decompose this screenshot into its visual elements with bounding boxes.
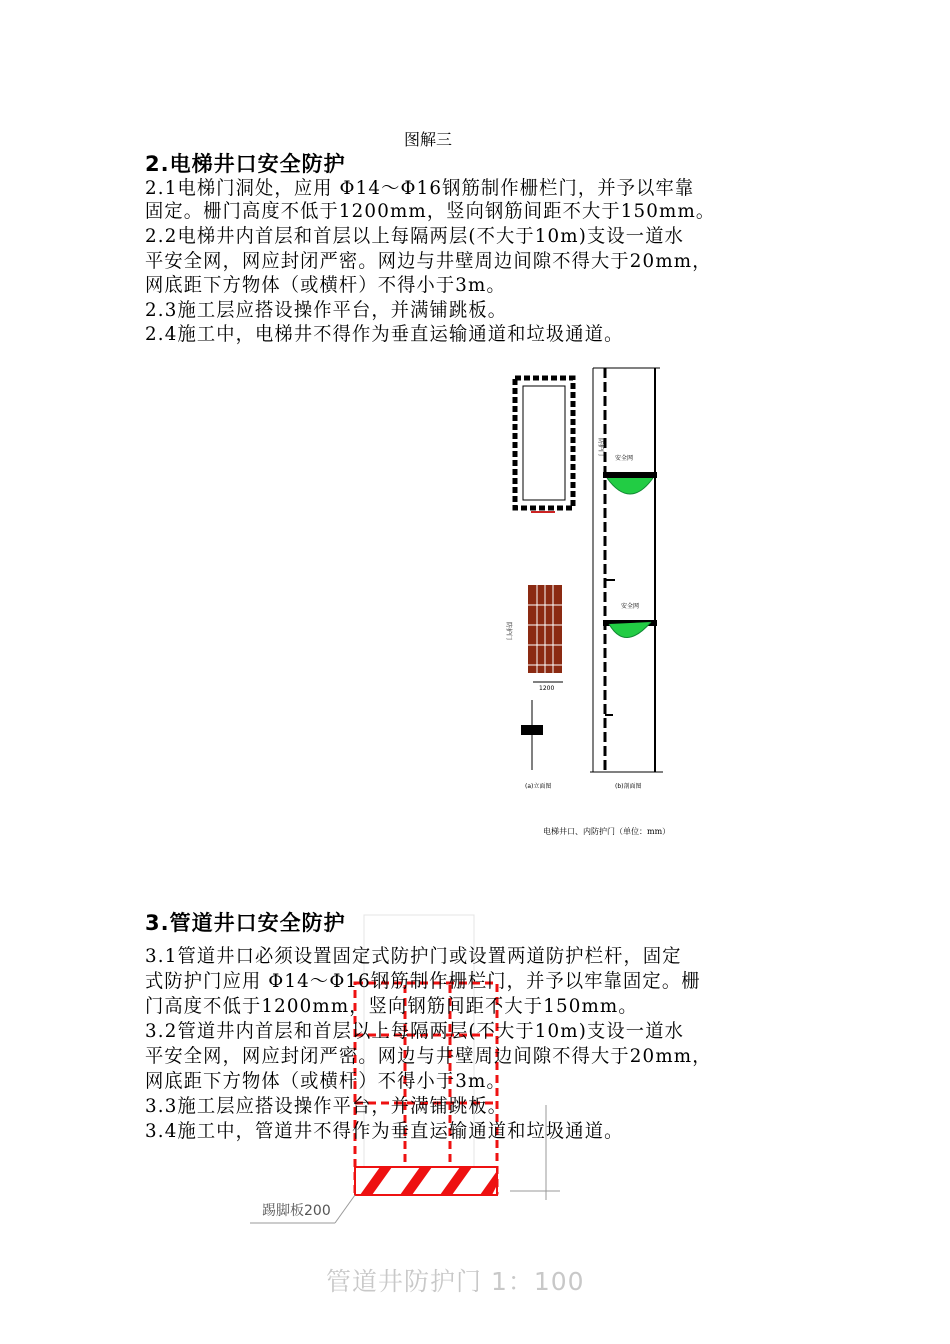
label-net-2: 安全网 (621, 603, 640, 610)
gate-detail (521, 700, 543, 770)
label-gate: 防护门 (505, 622, 512, 641)
label-net-1: 安全网 (615, 455, 634, 462)
text-line: 2.2电梯井内首层和首层以上每隔两层(不大于10m)支设一道水 (145, 225, 684, 247)
pipe-figure-caption: 管道井防护门 1：100 (326, 1267, 585, 1296)
label-sub-b: (b)剖面图 (615, 783, 642, 790)
gate-elevation (528, 585, 563, 682)
text-line: 2.1电梯门洞处，应用 Φ14～Φ16钢筋制作栅栏门，并予以牢靠 (145, 177, 695, 199)
text-line: 门高度不低于1200mm，竖向钢筋间距不大于150mm。 (145, 995, 638, 1017)
section-2-heading: 2.电梯井口安全防护 (145, 152, 346, 176)
label-toeboard: 踢脚板200 (262, 1203, 331, 1219)
label-dim: 1200 (539, 685, 555, 692)
text-line: 2.3施工层应搭设操作平台，并满铺跳板。 (145, 299, 508, 321)
text-line: 3.2管道井内首层和首层以上每隔两层(不大于10m)支设一道水 (145, 1020, 684, 1042)
text-line: 网底距下方物体（或横杆）不得小于3m。 (145, 274, 506, 296)
text-line: 网底距下方物体（或横杆）不得小于3m。 (145, 1070, 506, 1092)
shaft-section (590, 368, 663, 772)
elevator-shaft-drawing (495, 360, 665, 790)
text-line: 平安全网，网应封闭严密。网边与井壁周边间隙不得大于20mm， (145, 250, 712, 272)
text-line: 固定。栅门高度不低于1200mm，竖向钢筋间距不大于150mm。 (145, 200, 716, 222)
text-line: 3.1管道井口必须设置固定式防护门或设置两道防护栏杆，固定 (145, 945, 682, 967)
label-side: 防护门 (597, 438, 604, 457)
text-line: 3.4施工中，管道井不得作为垂直运输通道和垃圾通道。 (145, 1120, 624, 1142)
label-sub-a: (a)立面图 (525, 783, 552, 790)
shaft-plan (515, 378, 573, 512)
text-line: 式防护门应用 Φ14～Φ16钢筋制作栅栏门，并予以牢靠固定。栅 (145, 970, 701, 992)
section-3-heading: 3.管道井口安全防护 (145, 911, 346, 935)
text-line: 2.4施工中，电梯井不得作为垂直运输通道和垃圾通道。 (145, 323, 624, 345)
toeboard-stripes (355, 1167, 497, 1195)
text-line: 平安全网，网应封闭严密。网边与井壁周边间隙不得大于20mm， (145, 1045, 712, 1067)
elevator-figure-caption: 电梯井口、内防护门（单位：mm） (543, 827, 671, 836)
figure-caption-top: 图解三 (404, 130, 453, 149)
text-line: 3.3施工层应搭设操作平台，并满铺跳板。 (145, 1095, 508, 1117)
